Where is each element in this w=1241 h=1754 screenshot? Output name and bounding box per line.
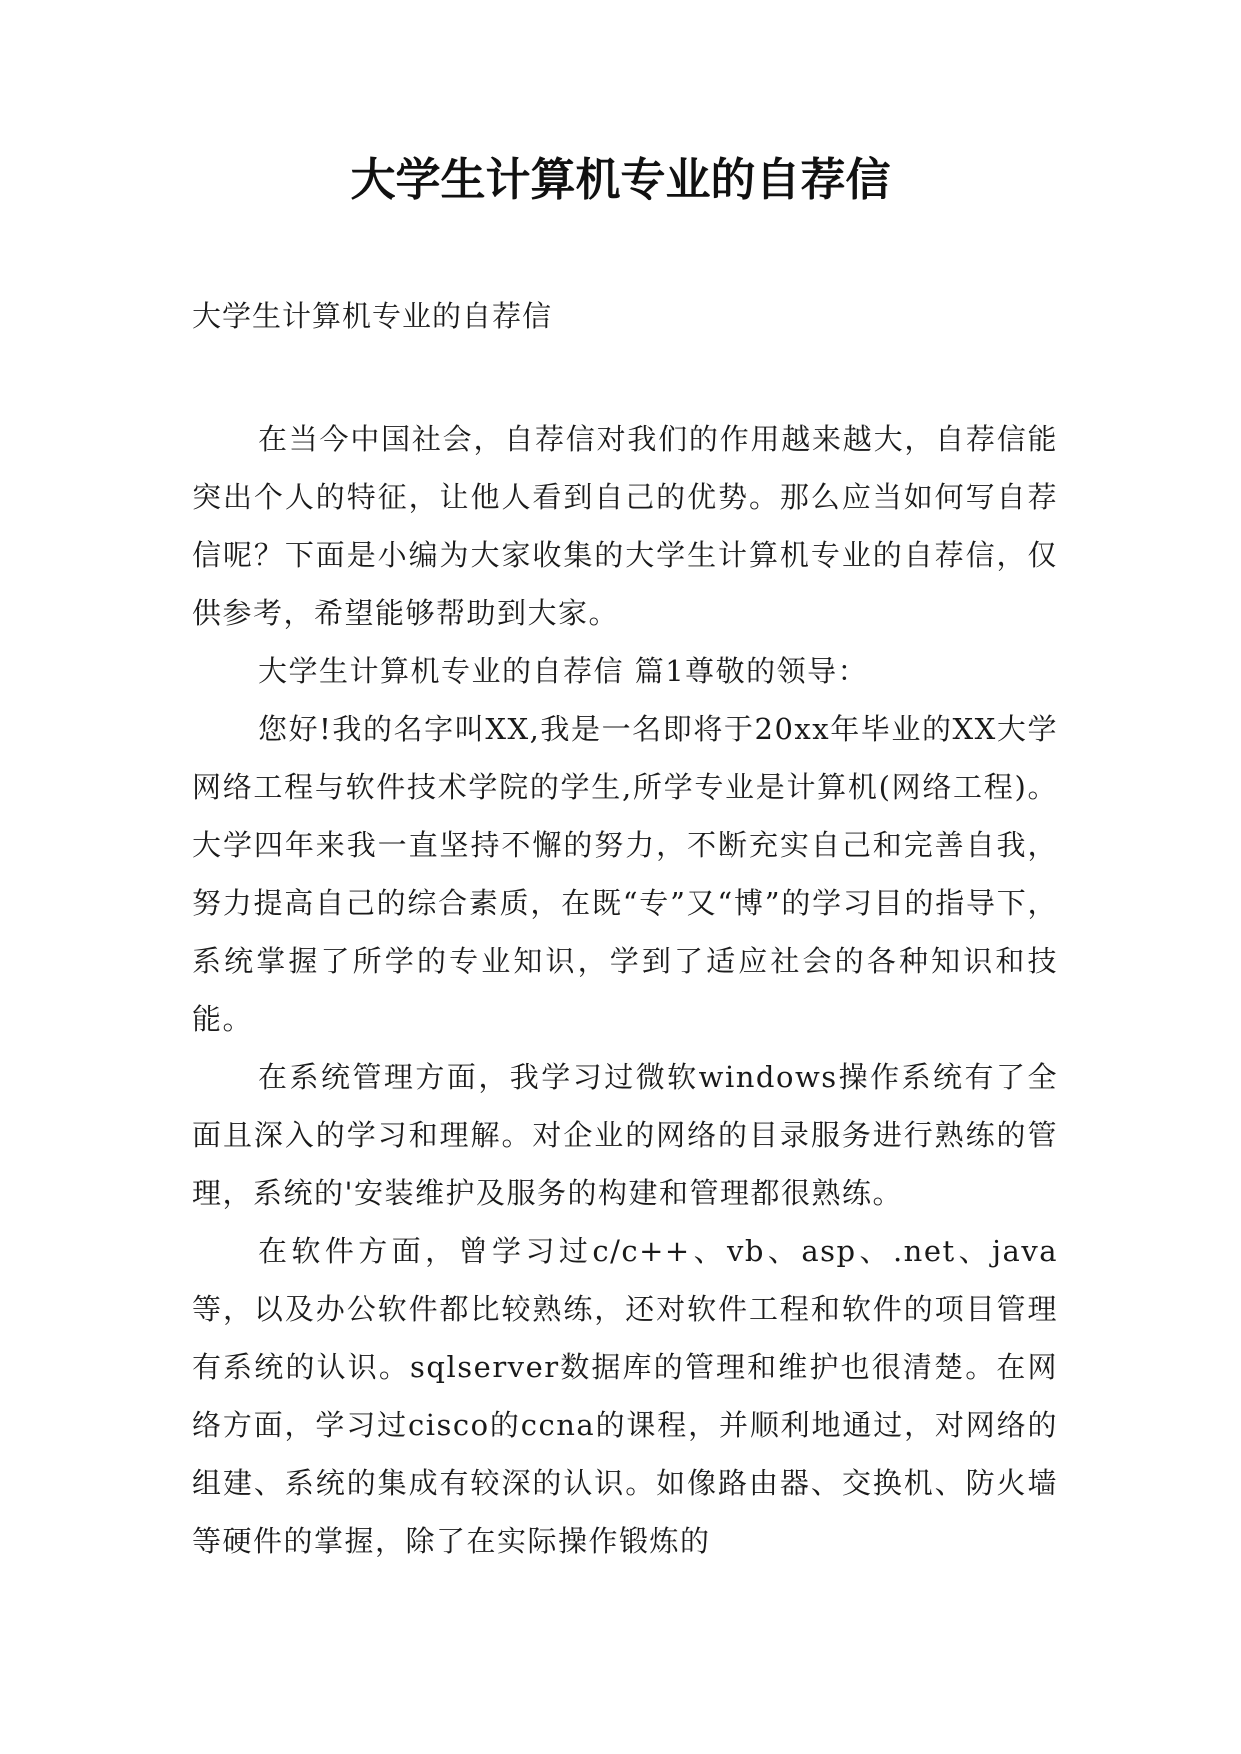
paragraph-system-management: 在系统管理方面，我学习过微软windows操作系统有了全面且深入的学习和理解。对企业的网络的目录服务进行熟练的管理，系统的'安装维护及服务的构建和管理都很熟练。 — [192, 1060, 1058, 1210]
document-body — [192, 410, 1058, 1570]
document-title: 大学生计算机专业的自荐信 — [350, 153, 891, 206]
paragraph-heading-salutation: 大学生计算机专业的自荐信 篇1尊敬的领导： — [258, 654, 869, 688]
paragraph-self-introduction: 您好!我的名字叫XX,我是一名即将于20xx年毕业的XX大学网络工程与软件技术学院的学生,所学专业是计算机(网络工程)。大学四年来我一直坚持不懈的努力，不断充实自己和完善自我，努力提高自己的综合素质，在既“专”又“博”的学习目的指导下，系统掌握了所学的专业知识，学到了适应社会的各种知识和技能。 — [192, 712, 1058, 1036]
document-subtitle: 大学生计算机专业的自荐信 — [192, 299, 553, 333]
paragraph-intro: 在当今中国社会，自荐信对我们的作用越来越大，自荐信能突出个人的特征，让他人看到自己的优势。那么应当如何写自荐信呢？下面是小编为大家收集的大学生计算机专业的自荐信，仅供参考，希望能够帮助到大家。 — [192, 422, 1058, 630]
paragraph-software-network: 在软件方面，曾学习过c/c++、vb、asp、.net、java等，以及办公软件都比较熟练，还对软件工程和软件的项目管理有系统的认识。sqlserver数据库的管理和维护也很清楚。在网络方面，学习过cisco的ccna的课程，并顺利地通过，对网络的组建、系统的集成有较深的认识。如像路由器、交换机、防火墙等硬件的掌握，除了在实际操作锻炼的 — [192, 1234, 1058, 1558]
